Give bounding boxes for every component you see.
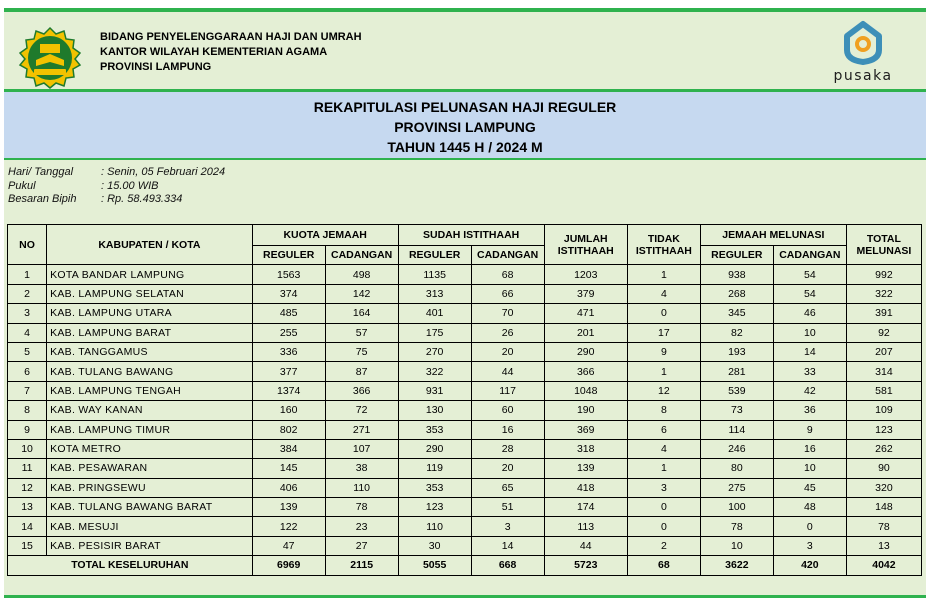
table-cell: 3 [773,536,846,555]
table-row [8,439,922,458]
table-row [8,381,922,400]
table-cell: 122 [252,517,325,536]
total-cell: 668 [471,556,544,575]
table-cell: 30 [398,536,471,555]
table-cell: 33 [773,362,846,381]
table-cell: 54 [773,284,846,303]
table-cell: 107 [325,439,398,458]
table-cell: 401 [398,304,471,323]
table-cell: 27 [325,536,398,555]
table-cell: 379 [544,284,627,303]
row-number: 8 [8,401,47,420]
kabupaten-name: KAB. LAMPUNG TIMUR [47,420,253,439]
table-cell: 498 [325,265,398,284]
table-cell: 802 [252,420,325,439]
kabupaten-name: KAB. PESAWARAN [47,459,253,478]
table-cell: 366 [325,381,398,400]
table-cell: 48 [773,498,846,517]
header-total-melunasi: TOTAL MELUNASI [846,225,921,265]
org-line-3: PROVINSI LAMPUNG [100,61,212,73]
table-cell: 2 [627,536,700,555]
table-cell: 113 [544,517,627,536]
table-cell: 314 [846,362,921,381]
table-cell: 148 [846,498,921,517]
table-body [8,265,922,556]
report-meta [8,166,225,207]
table-cell: 175 [398,323,471,342]
header-kuota-cadangan: CADANGAN [325,246,398,265]
report-title-line-1: REKAPITULASI PELUNASAN HAJI REGULER [313,99,617,115]
table-cell: 66 [471,284,544,303]
table-cell: 20 [471,342,544,361]
table-cell: 36 [773,401,846,420]
table-row [8,342,922,361]
table-cell: 164 [325,304,398,323]
table-cell: 72 [325,401,398,420]
date-label: Hari/ Tanggal [8,166,74,178]
org-line-1: BIDANG PENYELENGGARAAN HAJI DAN UMRAH [100,31,362,43]
table-cell: 47 [252,536,325,555]
table-cell: 281 [700,362,773,381]
table-cell: 123 [846,420,921,439]
table-cell: 1374 [252,381,325,400]
kabupaten-name: KAB. PRINGSEWU [47,478,253,497]
table-cell: 23 [325,517,398,536]
header-tidak-istithaah: TIDAK ISTITHAAH [627,225,700,265]
table-cell: 75 [325,342,398,361]
kabupaten-name: KOTA BANDAR LAMPUNG [47,265,253,284]
table-cell: 10 [773,459,846,478]
table-cell: 4 [627,284,700,303]
kabupaten-name: KAB. WAY KANAN [47,401,253,420]
header-sudah-istithaah: SUDAH ISTITHAAH [398,225,544,246]
table-cell: 139 [252,498,325,517]
header-sudah-cadangan: CADANGAN [471,246,544,265]
bipih-value: : Rp. 58.493.334 [101,193,183,205]
table-row [8,401,922,420]
table-cell: 80 [700,459,773,478]
table-cell: 938 [700,265,773,284]
table-cell: 255 [252,323,325,342]
total-label: TOTAL KESELURUHAN [8,556,253,575]
table-cell: 0 [627,517,700,536]
table-cell: 992 [846,265,921,284]
total-cell: 6969 [252,556,325,575]
table-cell: 78 [846,517,921,536]
row-number: 12 [8,478,47,497]
row-number: 10 [8,439,47,458]
table-cell: 3 [627,478,700,497]
table-cell: 145 [252,459,325,478]
table-cell: 485 [252,304,325,323]
table-cell: 16 [471,420,544,439]
rekap-table [7,224,922,576]
table-row [8,284,922,303]
table-cell: 51 [471,498,544,517]
total-cell: 3622 [700,556,773,575]
table-cell: 201 [544,323,627,342]
table-cell: 26 [471,323,544,342]
table-cell: 42 [773,381,846,400]
table-cell: 82 [700,323,773,342]
table-cell: 109 [846,401,921,420]
kabupaten-name: KAB. TULANG BAWANG [47,362,253,381]
table-cell: 207 [846,342,921,361]
kabupaten-name: KAB. TANGGAMUS [47,342,253,361]
table-cell: 87 [325,362,398,381]
table-row [8,304,922,323]
kabupaten-name: KAB. LAMPUNG TENGAH [47,381,253,400]
header-jemaah-melunasi: JEMAAH MELUNASI [700,225,846,246]
total-row [8,556,922,575]
total-cell: 68 [627,556,700,575]
table-cell: 313 [398,284,471,303]
time-value: : 15.00 WIB [101,179,159,192]
org-line-2: KANTOR WILAYAH KEMENTERIAN AGAMA [100,46,328,58]
table-cell: 268 [700,284,773,303]
pusaka-emblem-icon [833,20,893,66]
table-cell: 290 [398,439,471,458]
kabupaten-name: KAB. LAMPUNG UTARA [47,304,253,323]
table-cell: 262 [846,439,921,458]
table-cell: 44 [471,362,544,381]
table-cell: 119 [398,459,471,478]
table-cell: 1203 [544,265,627,284]
table-cell: 174 [544,498,627,517]
row-number: 11 [8,459,47,478]
header-melunasi-reguler: REGULER [700,246,773,265]
total-cell: 5055 [398,556,471,575]
table-cell: 369 [544,420,627,439]
report-title-box [4,92,926,160]
kemenag-logo-icon [18,26,82,90]
table-cell: 1 [627,459,700,478]
table-cell: 471 [544,304,627,323]
table-cell: 14 [773,342,846,361]
table-cell: 12 [627,381,700,400]
row-number: 14 [8,517,47,536]
table-cell: 8 [627,401,700,420]
table-cell: 1563 [252,265,325,284]
table-cell: 3 [471,517,544,536]
total-cell: 420 [773,556,846,575]
header-kuota-reguler: REGULER [252,246,325,265]
table-cell: 60 [471,401,544,420]
table-cell: 45 [773,478,846,497]
header-kabupaten: KABUPATEN / KOTA [47,225,253,265]
table-cell: 130 [398,401,471,420]
table-cell: 374 [252,284,325,303]
table-cell: 70 [471,304,544,323]
row-number: 4 [8,323,47,342]
table-cell: 345 [700,304,773,323]
table-cell: 54 [773,265,846,284]
header-no: NO [8,225,47,265]
table-cell: 57 [325,323,398,342]
table-cell: 46 [773,304,846,323]
table-cell: 65 [471,478,544,497]
table-row [8,536,922,555]
table-cell: 123 [398,498,471,517]
table-row [8,517,922,536]
table-cell: 110 [325,478,398,497]
table-cell: 931 [398,381,471,400]
table-cell: 353 [398,478,471,497]
total-cell: 5723 [544,556,627,575]
table-cell: 271 [325,420,398,439]
bipih-label: Besaran Bipih [8,193,77,205]
table-cell: 270 [398,342,471,361]
row-number: 15 [8,536,47,555]
table-cell: 139 [544,459,627,478]
table-cell: 1 [627,265,700,284]
table-cell: 320 [846,478,921,497]
table-cell: 20 [471,459,544,478]
table-cell: 406 [252,478,325,497]
table-cell: 10 [773,323,846,342]
table-cell: 73 [700,401,773,420]
table-cell: 0 [627,498,700,517]
table-cell: 1135 [398,265,471,284]
table-cell: 9 [627,342,700,361]
letterhead [4,12,926,92]
row-number: 13 [8,498,47,517]
table-cell: 28 [471,439,544,458]
table-cell: 193 [700,342,773,361]
table-cell: 14 [471,536,544,555]
table-cell: 353 [398,420,471,439]
table-cell: 117 [471,381,544,400]
table-cell: 9 [773,420,846,439]
row-number: 5 [8,342,47,361]
report-title-line-3: TAHUN 1445 H / 2024 M [387,139,543,155]
kabupaten-name: KAB. MESUJI [47,517,253,536]
row-number: 2 [8,284,47,303]
table-cell: 275 [700,478,773,497]
table-cell: 318 [544,439,627,458]
table-cell: 384 [252,439,325,458]
pusaka-wordmark: pusaka [833,68,893,84]
table-cell: 10 [700,536,773,555]
table-row [8,478,922,497]
kabupaten-name: KAB. LAMPUNG SELATAN [47,284,253,303]
table-row [8,459,922,478]
table-cell: 78 [325,498,398,517]
table-row [8,362,922,381]
kabupaten-name: KAB. LAMPUNG BARAT [47,323,253,342]
table-cell: 78 [700,517,773,536]
row-number: 3 [8,304,47,323]
table-cell: 1 [627,362,700,381]
table-cell: 68 [471,265,544,284]
table-cell: 322 [398,362,471,381]
table-cell: 17 [627,323,700,342]
pusaka-logo [818,20,908,84]
report-title-line-2: PROVINSI LAMPUNG [394,119,536,135]
table-cell: 322 [846,284,921,303]
table-row [8,323,922,342]
table-cell: 4 [627,439,700,458]
header-sudah-reguler: REGULER [398,246,471,265]
date-value: : Senin, 05 Februari 2024 [101,166,226,178]
organization-name [100,30,362,75]
kabupaten-name: KAB. TULANG BAWANG BARAT [47,498,253,517]
table-cell: 0 [627,304,700,323]
row-number: 1 [8,265,47,284]
table-row [8,420,922,439]
table-cell: 391 [846,304,921,323]
table-cell: 114 [700,420,773,439]
table-cell: 366 [544,362,627,381]
kabupaten-name: KOTA METRO [47,439,253,458]
kabupaten-name: KAB. PESISIR BARAT [47,536,253,555]
table-cell: 110 [398,517,471,536]
row-number: 7 [8,381,47,400]
row-number: 9 [8,420,47,439]
row-number: 6 [8,362,47,381]
header-kuota: KUOTA JEMAAH [252,225,398,246]
table-cell: 1048 [544,381,627,400]
table-cell: 13 [846,536,921,555]
table-cell: 246 [700,439,773,458]
table-cell: 16 [773,439,846,458]
table-cell: 90 [846,459,921,478]
time-label: Pukul [8,179,36,192]
table-cell: 581 [846,381,921,400]
table-cell: 377 [252,362,325,381]
table-cell: 290 [544,342,627,361]
total-cell: 4042 [846,556,921,575]
table-cell: 336 [252,342,325,361]
table-cell: 38 [325,459,398,478]
table-cell: 539 [700,381,773,400]
table-cell: 0 [773,517,846,536]
header-jumlah-istithaah: JUMLAH ISTITHAAH [544,225,627,265]
table-cell: 418 [544,478,627,497]
table-row [8,265,922,284]
table-cell: 92 [846,323,921,342]
table-cell: 100 [700,498,773,517]
table-cell: 142 [325,284,398,303]
table-cell: 160 [252,401,325,420]
table-cell: 6 [627,420,700,439]
total-cell: 2115 [325,556,398,575]
table-row [8,498,922,517]
table-cell: 44 [544,536,627,555]
header-melunasi-cadangan: CADANGAN [773,246,846,265]
table-cell: 190 [544,401,627,420]
